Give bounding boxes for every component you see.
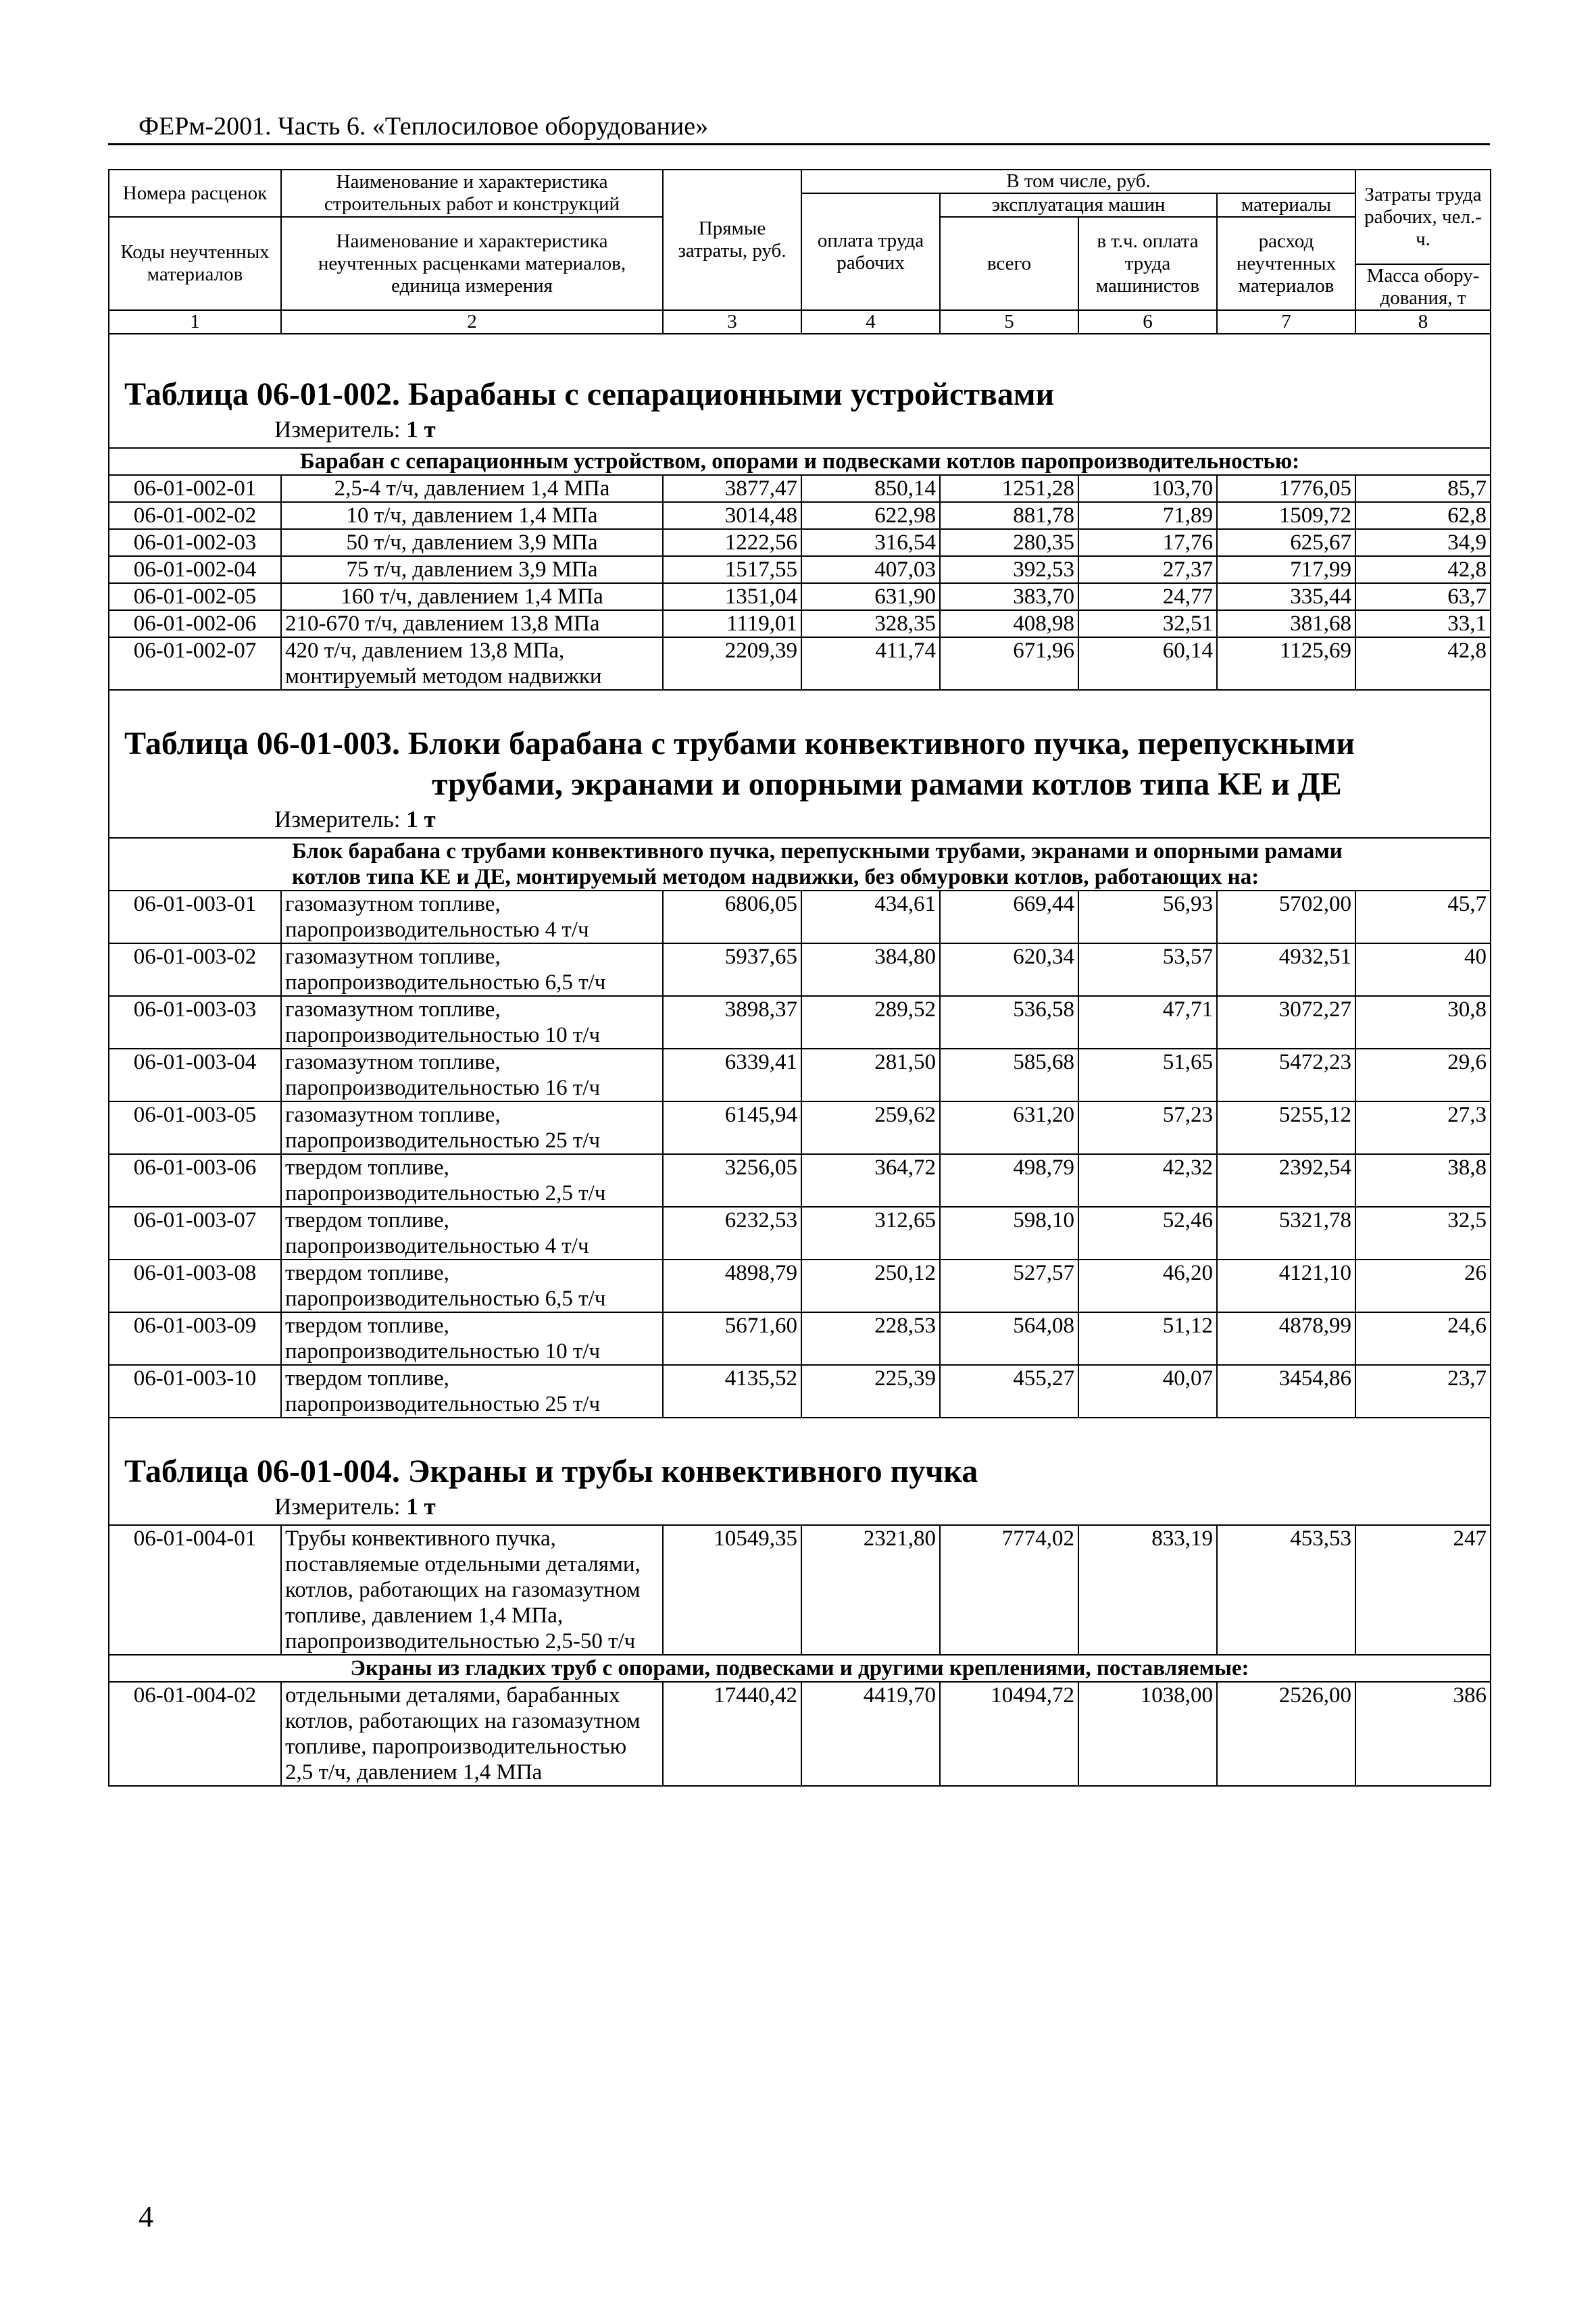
table-003-unit-cell [109,805,1491,838]
operator-pay: 52,46 [1078,1207,1217,1260]
worker-pay: 411,74 [801,637,940,690]
materials: 5255,12 [1217,1101,1355,1154]
unit-value: 1 т [406,1493,436,1520]
header-work-name: Наименование и характеристика строительных работ и конструкций [281,170,663,217]
table-002-title-cell [109,334,1491,415]
machines-total: 881,78 [940,502,1078,529]
rate-name: 10 т/ч, давлением 1,4 МПа [281,502,663,529]
rate-name: газомазутном топливе, паропроизводительностью 4 т/ч [281,891,663,943]
labor-costs: 42,8 [1355,637,1491,690]
worker-pay: 259,62 [801,1101,940,1154]
direct-costs: 3014,48 [663,502,801,529]
materials: 4121,10 [1217,1260,1355,1312]
table-title-row [109,690,1491,805]
worker-pay: 622,98 [801,502,940,529]
table-row [109,610,1491,637]
materials: 1509,72 [1217,502,1355,529]
table-row [109,1154,1491,1207]
materials: 2392,54 [1217,1154,1355,1207]
labor-costs: 62,8 [1355,502,1491,529]
table-row [109,529,1491,556]
table-004-title: Таблица 06-01-004. Экраны и трубы конвективного пучка [124,1453,978,1489]
direct-costs: 5671,60 [663,1312,801,1365]
machines-total: 671,96 [940,637,1078,690]
materials: 1125,69 [1217,637,1355,690]
direct-costs: 3877,47 [663,475,801,502]
table-004-title-cell [109,1418,1491,1492]
column-number: 7 [1217,310,1355,334]
operator-pay: 53,57 [1078,943,1217,996]
labor-costs: 38,8 [1355,1154,1491,1207]
labor-costs: 24,6 [1355,1312,1491,1365]
table-title-row [109,1418,1491,1492]
labor-costs: 45,7 [1355,891,1491,943]
worker-pay: 850,14 [801,475,940,502]
rate-code: 06-01-002-03 [109,529,281,556]
materials: 2526,00 [1217,1682,1355,1786]
direct-costs: 2209,39 [663,637,801,690]
operator-pay: 27,37 [1078,556,1217,583]
rate-name: Трубы конвективного пучка, поставляемые отдельными деталями, котлов, работающих на газомазутном топливе, давлением 1,4 МПа, паропроизводительностью 2,5-50 т/ч [281,1525,663,1655]
materials: 4878,99 [1217,1312,1355,1365]
table-002-title: Таблица 06-01-002. Барабаны с сепарационными устройствами [124,376,1055,412]
worker-pay: 228,53 [801,1312,940,1365]
header-rate-numbers: Номера расценок [109,170,281,217]
worker-pay: 407,03 [801,556,940,583]
materials: 453,53 [1217,1525,1355,1655]
operator-pay: 51,12 [1078,1312,1217,1365]
machines-total: 585,68 [940,1049,1078,1101]
direct-costs: 3256,05 [663,1154,801,1207]
operator-pay: 71,89 [1078,502,1217,529]
rate-name: 160 т/ч, давлением 1,4 МПа [281,583,663,610]
direct-costs: 6339,41 [663,1049,801,1101]
table-row [109,1260,1491,1312]
worker-pay: 2321,80 [801,1525,940,1655]
worker-pay: 225,39 [801,1365,940,1418]
direct-costs: 6806,05 [663,891,801,943]
rate-name: твердом топливе, паропроизводительностью 2,5 т/ч [281,1154,663,1207]
table-004-unit-cell [109,1492,1491,1525]
rate-name: твердом топливе, паропроизводительностью 4 т/ч [281,1207,663,1260]
machines-total: 408,98 [940,610,1078,637]
direct-costs: 1119,01 [663,610,801,637]
header-equipment-mass: Масса обору-дования, т [1355,264,1491,310]
table-row [109,502,1491,529]
labor-costs: 33,1 [1355,610,1491,637]
unit-row [109,805,1491,838]
rate-name: твердом топливе, паропроизводительностью 6,5 т/ч [281,1260,663,1312]
header-operator-pay: в т.ч. оплата труда машинистов [1078,217,1217,310]
rate-code: 06-01-003-04 [109,1049,281,1101]
worker-pay: 250,12 [801,1260,940,1312]
operator-pay: 103,70 [1078,475,1217,502]
labor-costs: 27,3 [1355,1101,1491,1154]
machines-total: 536,58 [940,996,1078,1049]
rates-table [108,169,1491,1787]
header-material-usage: расход неучтенных материалов [1217,217,1355,310]
machines-total: 669,44 [940,891,1078,943]
rate-code: 06-01-002-01 [109,475,281,502]
materials: 5472,23 [1217,1049,1355,1101]
labor-costs: 29,6 [1355,1049,1491,1101]
worker-pay: 4419,70 [801,1682,940,1786]
rate-name: 210-670 т/ч, давлением 13,8 МПа [281,610,663,637]
table-003-title [124,724,1490,805]
column-number: 2 [281,310,663,334]
labor-costs: 42,8 [1355,556,1491,583]
table-row [109,1101,1491,1154]
direct-costs: 1222,56 [663,529,801,556]
direct-costs: 1351,04 [663,583,801,610]
running-head: ФЕРм-2001. Часть 6. «Теплосиловое оборудование» [139,112,709,141]
rate-code: 06-01-003-08 [109,1260,281,1312]
header-labor-costs: Затраты труда рабочих, чел.-ч. [1355,170,1491,264]
rate-code: 06-01-002-06 [109,610,281,637]
group-heading-line1: Блок барабана с трубами конвективного пучка, перепускными трубами, экранами и опорными рамами [292,839,1343,864]
header-machines-total: всего [940,217,1078,310]
operator-pay: 51,65 [1078,1049,1217,1101]
rate-name: отдельными деталями, барабанных котлов, работающих на газомазутном топливе, паропроизводительностью 2,5 т/ч, давлением 1,4 МПа [281,1682,663,1786]
labor-costs: 247 [1355,1525,1491,1655]
direct-costs: 5937,65 [663,943,801,996]
table-003-title-cell [109,690,1491,805]
rate-code: 06-01-004-01 [109,1525,281,1655]
worker-pay: 434,61 [801,891,940,943]
rate-code: 06-01-003-01 [109,891,281,943]
rate-code: 06-01-002-07 [109,637,281,690]
worker-pay: 316,54 [801,529,940,556]
materials: 625,67 [1217,529,1355,556]
rate-name: газомазутном топливе, паропроизводительностью 6,5 т/ч [281,943,663,996]
machines-total: 455,27 [940,1365,1078,1418]
rate-code: 06-01-003-03 [109,996,281,1049]
direct-costs: 3898,37 [663,996,801,1049]
header-worker-pay: оплата труда рабочих [801,193,940,310]
worker-pay: 631,90 [801,583,940,610]
table-row [109,943,1491,996]
machines-total: 280,35 [940,529,1078,556]
rates-sheet [108,169,1490,1787]
direct-costs: 10549,35 [663,1525,801,1655]
group-row [109,448,1491,475]
operator-pay: 833,19 [1078,1525,1217,1655]
rate-code: 06-01-003-06 [109,1154,281,1207]
rate-name: 50 т/ч, давлением 3,9 МПа [281,529,663,556]
operator-pay: 60,14 [1078,637,1217,690]
machines-total: 392,53 [940,556,1078,583]
direct-costs: 4135,52 [663,1365,801,1418]
labor-costs: 30,8 [1355,996,1491,1049]
worker-pay: 384,80 [801,943,940,996]
rate-code: 06-01-002-05 [109,583,281,610]
operator-pay: 46,20 [1078,1260,1217,1312]
table-003-title-line2: трубами, экранами и опорными рамами котлов типа КЕ и ДЕ [432,766,1342,802]
table-003-group-heading [109,838,1491,891]
machines-total: 10494,72 [940,1682,1078,1786]
rate-code: 06-01-003-09 [109,1312,281,1365]
table-row [109,891,1491,943]
table-row [109,1049,1491,1101]
column-number: 4 [801,310,940,334]
rate-name: 75 т/ч, давлением 3,9 МПа [281,556,663,583]
machines-total: 7774,02 [940,1525,1078,1655]
page-number: 4 [139,2200,153,2233]
labor-costs: 34,9 [1355,529,1491,556]
machines-total: 631,20 [940,1101,1078,1154]
rate-name: газомазутном топливе, паропроизводительностью 25 т/ч [281,1101,663,1154]
rate-name: 2,5-4 т/ч, давлением 1,4 МПа [281,475,663,502]
unit-row [109,415,1491,448]
table-row [109,556,1491,583]
rate-code: 06-01-004-02 [109,1682,281,1786]
rate-code: 06-01-003-02 [109,943,281,996]
table-row [109,1682,1491,1786]
labor-costs: 85,7 [1355,475,1491,502]
table-003-title-line1: Таблица 06-01-003. Блоки барабана с трубами конвективного пучка, перепускными [124,726,1355,762]
table-row [109,475,1491,502]
column-number: 1 [109,310,281,334]
rate-code: 06-01-003-10 [109,1365,281,1418]
worker-pay: 364,72 [801,1154,940,1207]
labor-costs: 386 [1355,1682,1491,1786]
materials: 5702,00 [1217,891,1355,943]
header-machines: эксплуатация машин [940,193,1217,217]
machines-total: 1251,28 [940,475,1078,502]
machines-total: 620,34 [940,943,1078,996]
operator-pay: 24,77 [1078,583,1217,610]
machines-total: 564,08 [940,1312,1078,1365]
table-row [109,1525,1491,1655]
table-row [109,637,1491,690]
materials: 381,68 [1217,610,1355,637]
direct-costs: 4898,79 [663,1260,801,1312]
labor-costs: 26 [1355,1260,1491,1312]
rate-name: твердом топливе, паропроизводительностью 10 т/ч [281,1312,663,1365]
labor-costs: 40 [1355,943,1491,996]
operator-pay: 47,71 [1078,996,1217,1049]
direct-costs: 6232,53 [663,1207,801,1260]
table-row [109,1207,1491,1260]
worker-pay: 328,35 [801,610,940,637]
worker-pay: 289,52 [801,996,940,1049]
operator-pay: 40,07 [1078,1365,1217,1418]
rate-code: 06-01-002-04 [109,556,281,583]
labor-costs: 32,5 [1355,1207,1491,1260]
group-row [109,1655,1491,1682]
materials: 4932,51 [1217,943,1355,996]
column-numbers-row [109,310,1491,334]
table-title-row [109,334,1491,415]
materials: 335,44 [1217,583,1355,610]
machines-total: 498,79 [940,1154,1078,1207]
unit-row [109,1492,1491,1525]
table-003-unit [124,805,1490,837]
unit-label: Измеритель: [274,1493,401,1520]
rate-code: 06-01-003-05 [109,1101,281,1154]
table-row [109,583,1491,610]
direct-costs: 6145,94 [663,1101,801,1154]
operator-pay: 56,93 [1078,891,1217,943]
machines-total: 527,57 [940,1260,1078,1312]
group-row [109,838,1491,891]
operator-pay: 1038,00 [1078,1682,1217,1786]
column-number: 6 [1078,310,1217,334]
materials: 3454,86 [1217,1365,1355,1418]
column-number: 8 [1355,310,1491,334]
header-materials: материалы [1217,193,1355,217]
table-row [109,996,1491,1049]
rate-name: газомазутном топливе, паропроизводительностью 16 т/ч [281,1049,663,1101]
operator-pay: 57,23 [1078,1101,1217,1154]
column-number: 5 [940,310,1078,334]
table-row [109,1312,1491,1365]
column-number: 3 [663,310,801,334]
operator-pay: 32,51 [1078,610,1217,637]
table-row [109,1365,1491,1418]
direct-costs: 17440,42 [663,1682,801,1786]
header-direct-costs: Прямые затраты, руб. [663,170,801,310]
header-row [109,170,1491,193]
machines-total: 383,70 [940,583,1078,610]
direct-costs: 1517,55 [663,556,801,583]
rate-name: твердом топливе, паропроизводительностью 25 т/ч [281,1365,663,1418]
group-heading-line2: котлов типа КЕ и ДЕ, монтируемый методом надвижки, без обмуровки котлов, работающих на: [292,865,1260,889]
unit-label: Измеритель: [274,416,401,443]
machines-total: 598,10 [940,1207,1078,1260]
unit-value: 1 т [406,806,436,832]
unit-value: 1 т [406,416,436,443]
rate-code: 06-01-003-07 [109,1207,281,1260]
table-002-unit [124,415,1490,447]
table-004-group-heading: Экраны из гладких труб с опорами, подвесками и другими креплениями, поставляемые: [109,1655,1491,1682]
materials: 3072,27 [1217,996,1355,1049]
worker-pay: 281,50 [801,1049,940,1101]
table-004-unit [124,1492,1490,1524]
labor-costs: 23,7 [1355,1365,1491,1418]
table-002-group-heading: Барабан с сепарационным устройством, опорами и подвесками котлов паропроизводительностью: [109,448,1491,475]
materials: 717,99 [1217,556,1355,583]
rate-name: газомазутном топливе, паропроизводительностью 10 т/ч [281,996,663,1049]
rate-code: 06-01-002-02 [109,502,281,529]
unit-label: Измеритель: [274,806,401,832]
header-material-names: Наименование и характеристика неучтенных расценками материалов, единица измерения [281,217,663,310]
worker-pay: 312,65 [801,1207,940,1260]
rate-name: 420 т/ч, давлением 13,8 МПа, монтируемый методом надвижки [281,637,663,690]
header-including: В том числе, руб. [801,170,1355,193]
table-002-unit-cell [109,415,1491,448]
operator-pay: 17,76 [1078,529,1217,556]
materials: 5321,78 [1217,1207,1355,1260]
header-material-codes: Коды неучтенных материалов [109,217,281,310]
labor-costs: 63,7 [1355,583,1491,610]
header-rule [108,143,1490,145]
materials: 1776,05 [1217,475,1355,502]
operator-pay: 42,32 [1078,1154,1217,1207]
